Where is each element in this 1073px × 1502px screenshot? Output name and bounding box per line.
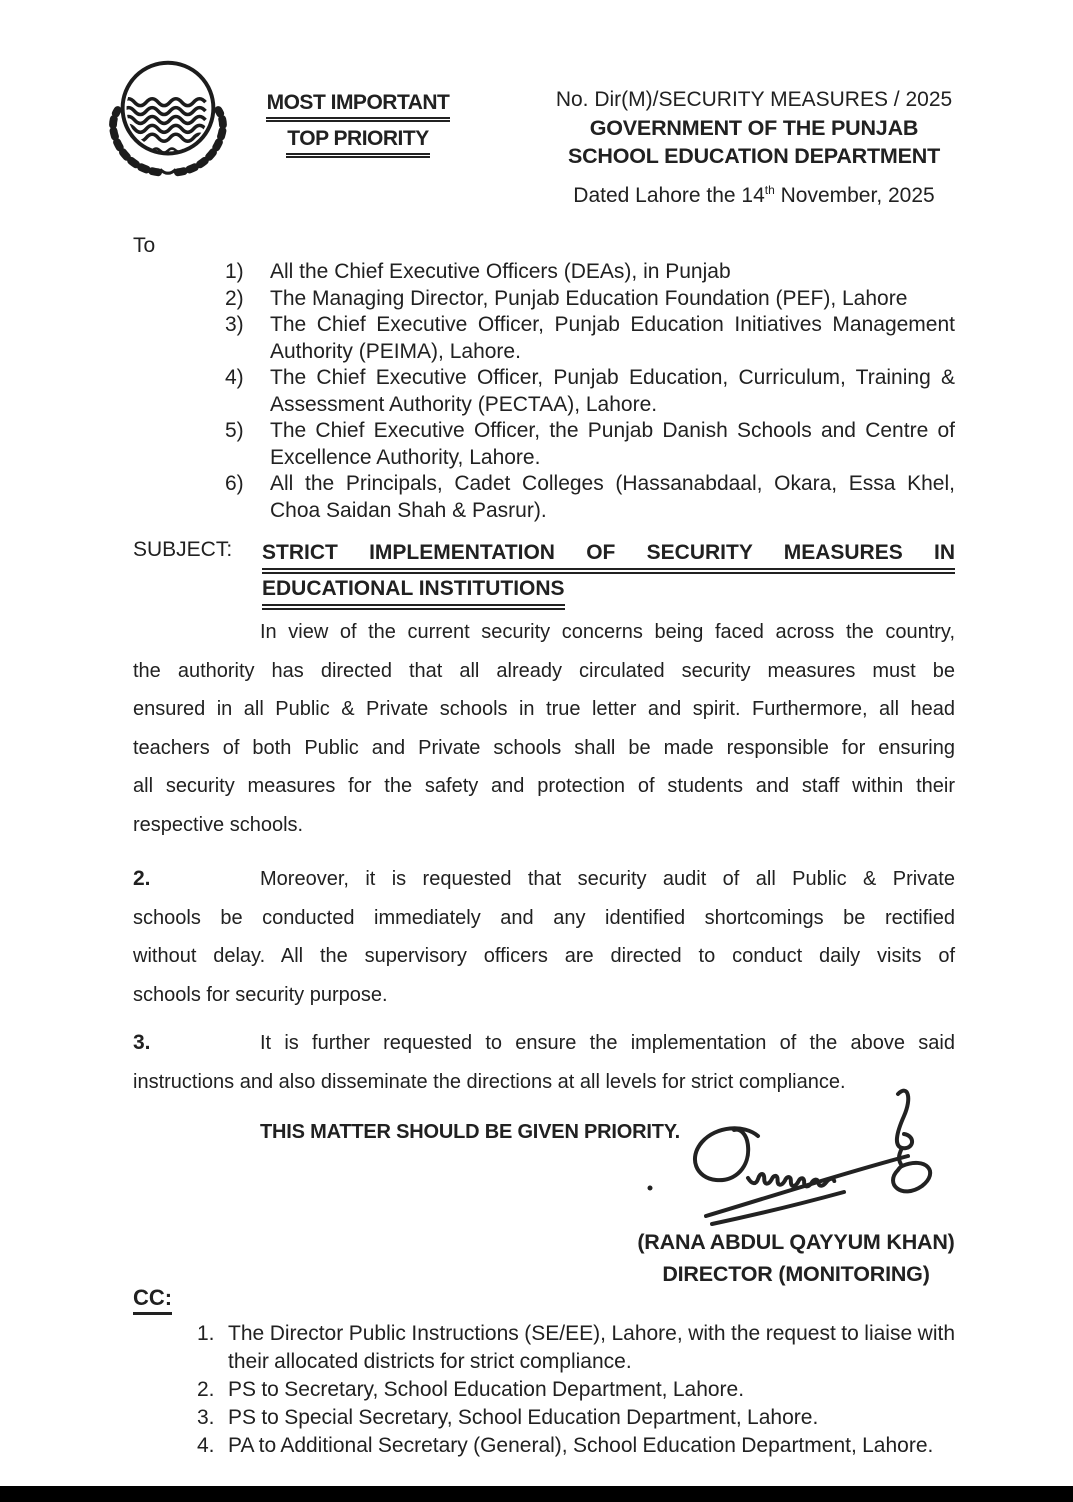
stamp-most-important: MOST IMPORTANT (266, 90, 451, 122)
paragraph-2 (133, 860, 955, 1014)
cc-label: CC: (133, 1284, 955, 1312)
date-text: Dated Lahore the 14 (573, 184, 765, 207)
recipient-text: All the Chief Executive Officers (DEAs), in Punjab (270, 260, 731, 283)
paragraph-1-line: all security measures for the safety and protection of students and staff within their (133, 775, 955, 797)
recipient-item (133, 312, 955, 365)
recipient-item (133, 471, 955, 524)
government-line: GOVERNMENT OF THE PUNJAB (589, 116, 919, 140)
signatory-name: (RANA ABDUL QAYYUM KHAN) (637, 1230, 955, 1254)
cc-text: PS to Secretary, School Education Department, Lahore. (228, 1378, 745, 1401)
cc-text: PS to Special Secretary, School Education Department, Lahore. (228, 1406, 819, 1429)
paragraph-2-line: schools for security purpose. (133, 983, 388, 1006)
cc-number: 2. (197, 1378, 215, 1401)
subject-line-1: STRICT IMPLEMENTATION OF SECURITY MEASURES IN (262, 538, 955, 574)
recipient-number: 6) (225, 472, 244, 495)
cc-item (133, 1320, 955, 1376)
subject-text (262, 538, 955, 610)
cc-number: 1. (197, 1322, 215, 1345)
date-rest: November, 2025 (774, 184, 935, 207)
recipient-item (133, 286, 955, 313)
recipient-item (133, 259, 955, 286)
ink-dot (648, 1186, 653, 1191)
recipient-item (133, 365, 955, 418)
cc-item (133, 1404, 955, 1432)
paragraph-2-number: 2. (133, 867, 151, 890)
recipient-list (133, 259, 955, 524)
recipient-item (133, 418, 955, 471)
to-label: To (133, 234, 156, 257)
recipient-text: The Chief Executive Officer, Punjab Education, Curriculum, Training & Assessment Authority (PECTAA), Lahore. (270, 366, 955, 416)
scan-footer-bar (0, 1486, 1073, 1502)
subject-label: SUBJECT: (133, 538, 233, 561)
recipient-number: 1) (225, 260, 244, 283)
date-line (528, 183, 980, 208)
date-ordinal: th (764, 183, 775, 197)
recipient-number: 2) (225, 286, 244, 310)
recipient-number: 5) (225, 419, 244, 442)
paragraph-1 (133, 613, 955, 844)
paragraph-1-line: ensured in all Public & Private schools in true letter and spirit. Furthermore, all head (133, 698, 955, 720)
signatory-block (608, 1226, 984, 1290)
cc-item (133, 1432, 955, 1460)
recipient-text: The Managing Director, Punjab Education Foundation (PEF), Lahore (270, 286, 908, 310)
paragraph-3-line: It is further requested to ensure the implementation of the above said (260, 1032, 955, 1054)
paragraph-3-line: instructions and also disseminate the directions at all levels for strict compliance. (133, 1070, 846, 1093)
paragraph-2-line: without delay. All the supervisory officers are directed to conduct daily visits of (133, 945, 955, 967)
closing-statement: THIS MATTER SHOULD BE GIVEN PRIORITY. (260, 1121, 681, 1143)
cc-text: The Director Public Instructions (SE/EE), Lahore, with the request to liaise with their allocated districts for strict compliance. (228, 1322, 955, 1373)
department-line: SCHOOL EDUCATION DEPARTMENT (567, 144, 941, 168)
recipient-text: The Chief Executive Officer, Punjab Education Initiatives Management Authority (PEIMA), Lahore. (270, 313, 955, 363)
signatory-designation: DIRECTOR (MONITORING) (662, 1262, 930, 1286)
paragraph-3-number: 3. (133, 1031, 151, 1054)
cc-list (133, 1320, 955, 1460)
reference-number: No. Dir(M)/SECURITY MEASURES / 2025 (555, 88, 953, 111)
cc-text: PA to Additional Secretary (General), School Education Department, Lahore. (228, 1434, 934, 1457)
handwritten-signature-icon (640, 1082, 952, 1230)
subject-line-2: EDUCATIONAL INSTITUTIONS (262, 574, 955, 610)
paragraph-1-line: In view of the current security concerns being faced across the country, (260, 621, 955, 643)
paragraph-2-line: Moreover, it is requested that security audit of all Public & Private (260, 868, 955, 890)
paragraph-1-line: respective schools. (133, 813, 304, 836)
punjab-government-crest-icon (93, 56, 241, 178)
recipient-text: The Chief Executive Officer, the Punjab Danish Schools and Centre of Excellence Authority, Lahore. (270, 419, 955, 469)
priority-stamp (244, 90, 472, 162)
letterhead (528, 86, 980, 170)
subject-block (133, 538, 955, 610)
paragraph-2-line: schools be conducted immediately and any identified shortcomings be rectified (133, 906, 955, 929)
cc-number: 4. (197, 1434, 215, 1457)
stamp-top-priority: TOP PRIORITY (286, 126, 429, 158)
recipient-number: 3) (225, 313, 244, 336)
cc-number: 3. (197, 1406, 215, 1429)
cc-item (133, 1376, 955, 1404)
paragraph-1-line: the authority has directed that all already circulated security measures must be (133, 659, 955, 682)
paragraph-1-line: teachers of both Public and Private schools shall be made responsible for ensuring (133, 736, 955, 759)
recipient-text: All the Principals, Cadet Colleges (Hassanabdaal, Okara, Essa Khel, Choa Saidan Shah & Pasrur). (270, 472, 955, 522)
recipient-number: 4) (225, 366, 244, 389)
